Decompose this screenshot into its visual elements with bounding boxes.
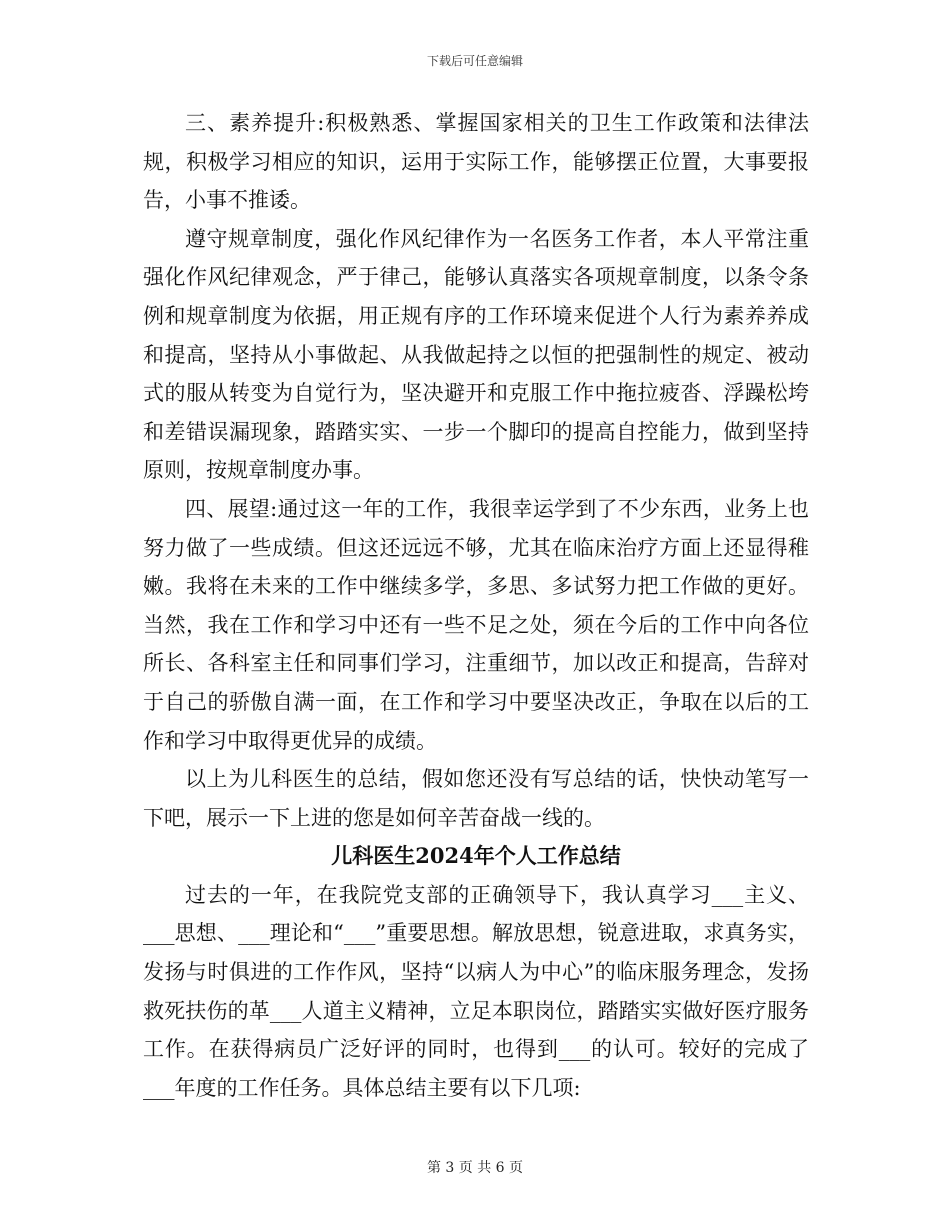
page-footer: 第 3 页 共 6 页 xyxy=(426,1160,524,1176)
section-title: 儿科医生2024年个人工作总结 xyxy=(331,843,621,869)
paragraph-discipline: 遵守规章制度，强化作风纪律作为一名医务工作者，本人平常注重强化作风纪律观念，严于律己，能够认真落实各项规章制度，以条令条例和规章制度为依据，用正规有序的工作环境来促进个人行为素养养成和提高，坚持从小事做起、从我做起持之以恒的把强制性的规定、被动式的服从转变为自觉行为，坚决避开和克服工作中拖拉疲沓、浮躁松垮和差错误漏现象，踏踏实实、一步一个脚印的提高自控能力，做到坚持原则，按规章制度办事。 xyxy=(143,226,809,483)
paragraph-outlook: 四、展望:通过这一年的工作，我很幸运学到了不少东西，业务上也努力做了一些成绩。但这还远远不够，尤其在临床治疗方面上还显得稚嫩。我将在未来的工作中继续多学，多思、多试努力把工作做的更好。当然，我在工作和学习中还有一些不足之处，须在今后的工作中向各位所长、各科室主任和同事们学习，注重细节，加以改正和提高，告辞对于自己的骄傲自满一面，在工作和学习中要坚决改正，争取在以后的工作和学习中取得更优异的成绩。 xyxy=(143,496,809,753)
paragraph-closing: 以上为儿科医生的总结，假如您还没有写总结的话，快快动笔写一下吧，展示一下上进的您是如何辛苦奋战一线的。 xyxy=(143,767,809,830)
page-header: 下载后可任意编辑 xyxy=(426,54,523,68)
document-body xyxy=(143,104,809,1107)
paragraph-literacy: 三、素养提升:积极熟悉、掌握国家相关的卫生工作政策和法律法规，积极学习相应的知识，运用于实际工作，能够摆正位置，大事要报告，小事不推诿。 xyxy=(143,111,809,213)
paragraph-intro: 过去的一年，在我院党支部的正确领导下，我认真学习___主义、___思想、___理论和“___”重要思想。解放思想，锐意进取，求真务实，发扬与时俱进的工作作风，坚持“以病人为中心”的临床服务理念，发扬救死扶伤的革___人道主义精神，立足本职岗位，踏踏实实做好医疗服务工作。在获得病员广泛好评的同时，也得到___的认可。较好的完成了___年度的工作任务。具体总结主要有以下几项: xyxy=(143,882,809,1100)
